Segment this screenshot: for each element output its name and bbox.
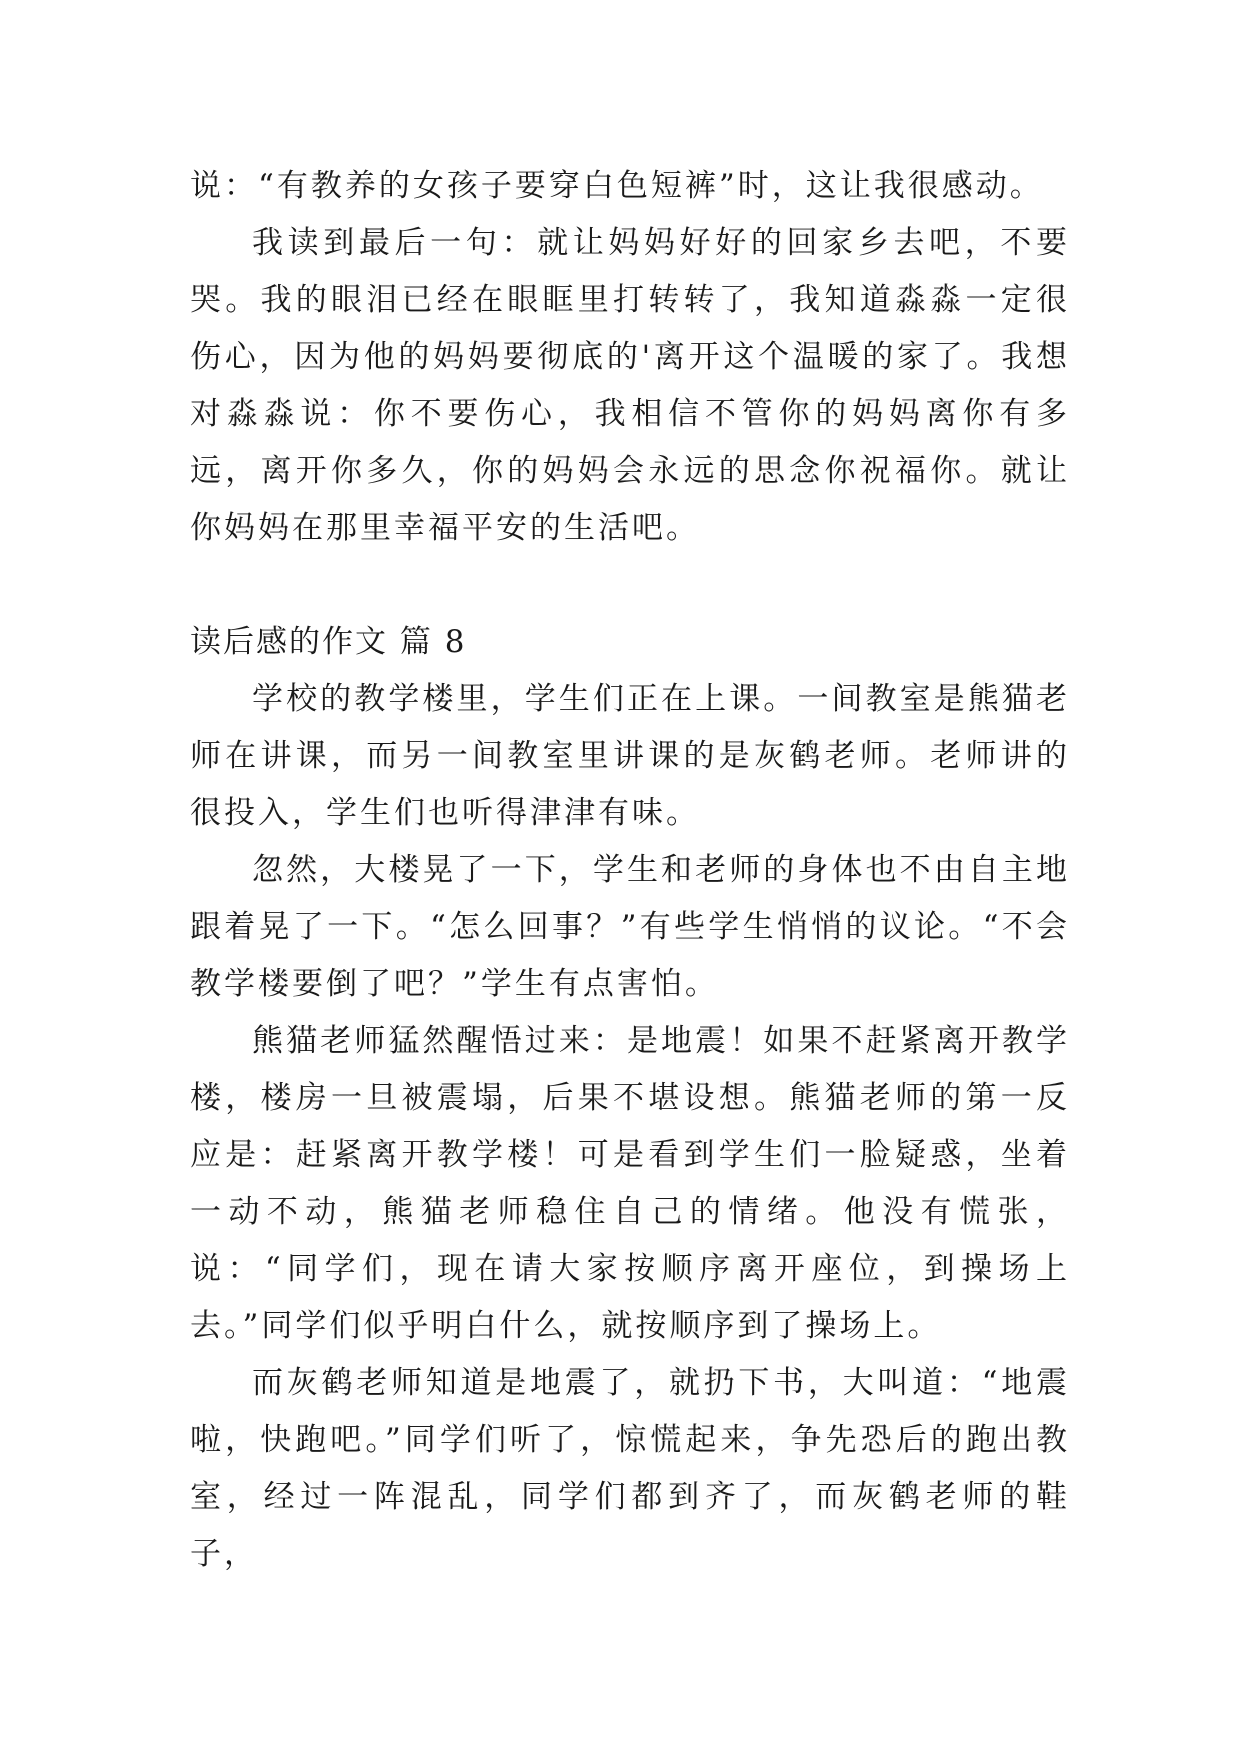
paragraph: 我读到最后一句：就让妈妈好好的回家乡去吧，不要哭。我的眼泪已经在眼眶里打转转了，我知道淼淼一定很伤心，因为他的妈妈要彻底的'离开这个温暖的家了。我想对淼淼说：你不要伤心，我相信不管你的妈妈离你有多远，离开你多久，你的妈妈会永远的思念你祝福你。就让你妈妈在那里幸福平安的生活吧。: [190, 225, 1070, 546]
section-heading: 读后感的作文 篇 8: [190, 624, 467, 660]
paragraph-continuation: 说：“有教养的女孩子要穿白色短裤”时，这让我很感动。: [190, 168, 1044, 204]
document-body: [190, 158, 1070, 1583]
paragraph: 熊猫老师猛然醒悟过来：是地震！如果不赶紧离开教学楼，楼房一旦被震塌，后果不堪设想。熊猫老师的第一反应是：赶紧离开教学楼！可是看到学生们一脸疑惑，坐着一动不动，熊猫老师稳住自己的情绪。他没有慌张，说：“同学们，现在请大家按顺序离开座位，到操场上去。”同学们似乎明白什么，就按顺序到了操场上。: [190, 1023, 1070, 1344]
paragraph: 而灰鹤老师知道是地震了，就扔下书，大叫道：“地震啦，快跑吧。”同学们听了，惊慌起来，争先恐后的跑出教室，经过一阵混乱，同学们都到齐了，而灰鹤老师的鞋子，: [190, 1365, 1070, 1572]
paragraph: 学校的教学楼里，学生们正在上课。一间教室是熊猫老师在讲课，而另一间教室里讲课的是灰鹤老师。老师讲的很投入，学生们也听得津津有味。: [190, 681, 1070, 831]
paragraph: 忽然，大楼晃了一下，学生和老师的身体也不由自主地跟着晃了一下。“怎么回事？”有些学生悄悄的议论。“不会教学楼要倒了吧？”学生有点害怕。: [190, 852, 1070, 1002]
